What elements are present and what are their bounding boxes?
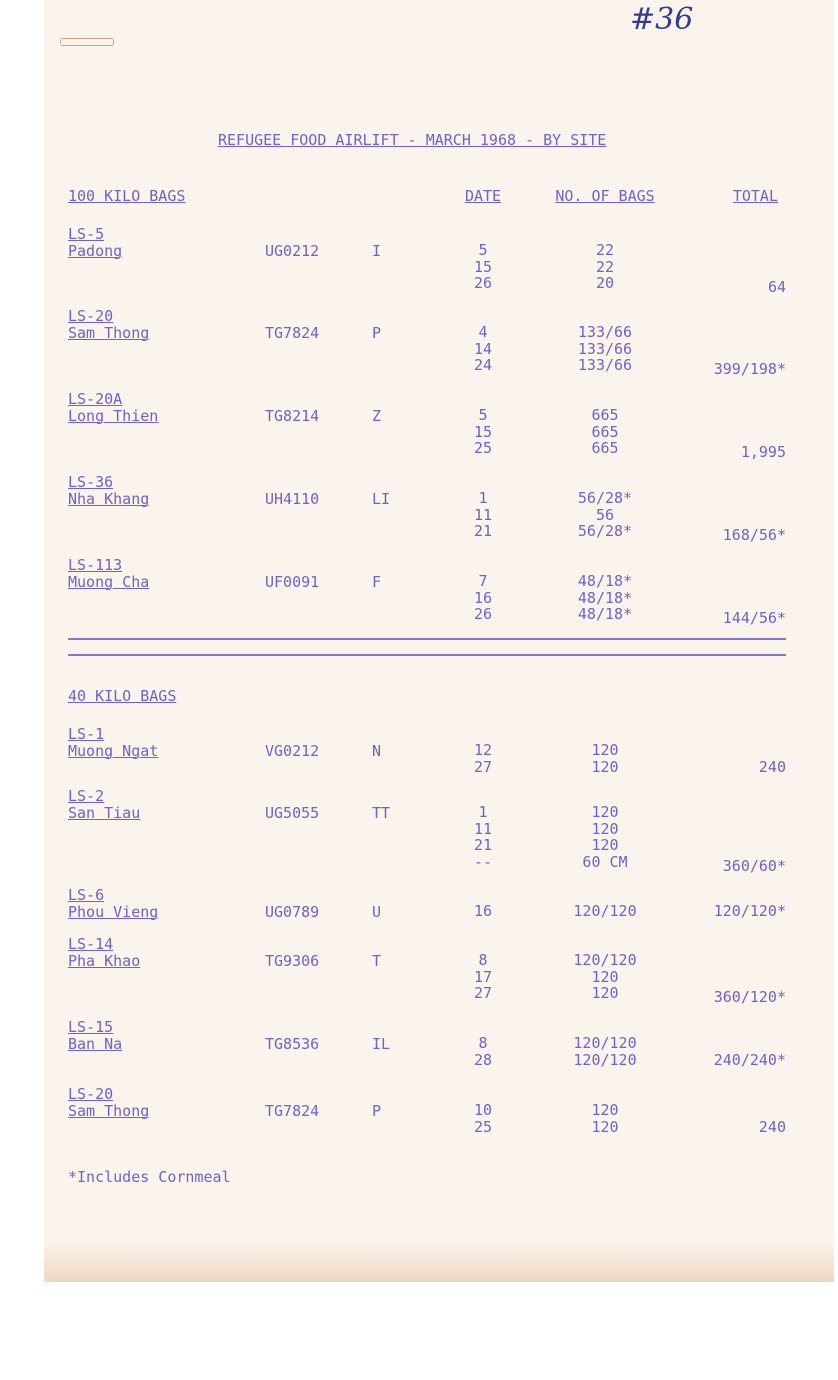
delivery-date: 7 — [478, 572, 488, 590]
bag-count: 665 — [591, 439, 619, 457]
grid-reference: UH4110 — [265, 489, 320, 508]
document-title: REFUGEE FOOD AIRLIFT - MARCH 1968 - BY SITE — [218, 131, 607, 149]
bag-count: 120 — [591, 836, 619, 854]
site-letter: TT — [372, 803, 391, 822]
site-code: LS-15 — [68, 1018, 114, 1036]
site-name: San Tiau — [68, 803, 141, 822]
bag-count: 22 — [595, 257, 615, 276]
bag-count: 120 — [591, 803, 619, 821]
delivery-date: 24 — [473, 356, 493, 374]
bag-count: 48/18* — [577, 605, 633, 623]
bag-count: 120 — [591, 1101, 619, 1119]
delivery-date: 25 — [473, 439, 493, 457]
site-name: Nha Khang — [68, 489, 150, 508]
handwritten-page-number: #36 — [630, 2, 694, 37]
delivery-date: 16 — [473, 588, 493, 607]
site-code: LS-113 — [68, 556, 123, 574]
delivery-date: 11 — [473, 819, 493, 838]
delivery-date: 15 — [473, 422, 493, 441]
bag-count: 48/18* — [577, 572, 633, 590]
site-name: Pha Khao — [68, 951, 141, 970]
delivery-date: 21 — [473, 836, 493, 854]
site-name: Muong Cha — [68, 572, 150, 591]
site-name: Muong Ngat — [68, 741, 159, 760]
site-name: Ban Na — [68, 1034, 123, 1053]
bag-count: 120 — [591, 741, 619, 759]
bag-count: 120/120 — [573, 1050, 637, 1069]
grid-reference: TG8536 — [265, 1034, 320, 1053]
section-divider-rule — [68, 654, 786, 656]
bag-count: 133/66 — [577, 356, 633, 374]
delivery-date: 11 — [473, 505, 493, 524]
site-name: Sam Thong — [68, 1101, 150, 1120]
bag-count: 56 — [595, 505, 615, 524]
site-code: LS-2 — [68, 787, 105, 805]
delivery-date: 14 — [473, 339, 493, 358]
site-letter: IL — [372, 1034, 391, 1053]
site-total: 1,995 — [740, 443, 786, 461]
site-code: LS-5 — [68, 225, 105, 243]
site-letter: LI — [372, 489, 391, 508]
grid-reference: TG8214 — [265, 406, 320, 425]
site-total: 120/120* — [713, 902, 786, 920]
bag-count: 120 — [591, 984, 619, 1002]
delivery-date: 8 — [478, 951, 488, 969]
delivery-date: 8 — [478, 1034, 488, 1052]
grid-reference: TG9306 — [265, 951, 320, 970]
section-divider-rule — [68, 638, 786, 640]
grid-reference: TG7824 — [265, 1101, 320, 1120]
delivery-date: 16 — [473, 902, 493, 920]
bags-column-header: NO. OF BAGS — [555, 187, 655, 205]
bag-count: 60 CM — [582, 852, 628, 871]
bag-count: 120 — [591, 757, 619, 776]
site-total: 240 — [758, 1117, 786, 1136]
bag-count: 120/120 — [573, 1034, 637, 1052]
site-letter: N — [372, 741, 382, 760]
delivery-date: 12 — [473, 741, 493, 759]
site-total: 360/120* — [713, 988, 786, 1006]
delivery-date: 25 — [473, 1117, 493, 1136]
site-letter: P — [372, 1101, 382, 1120]
delivery-date: 1 — [478, 489, 488, 507]
site-letter: U — [372, 902, 382, 921]
site-total: 64 — [767, 278, 786, 296]
grid-reference: VG0212 — [265, 741, 320, 760]
delivery-date: 5 — [478, 241, 488, 259]
bag-count: 133/66 — [577, 339, 633, 358]
bag-count: 48/18* — [577, 588, 633, 607]
site-letter: Z — [372, 406, 382, 425]
paperclip-mark — [60, 38, 114, 46]
site-code: LS-6 — [68, 886, 105, 904]
site-total: 360/60* — [722, 856, 786, 875]
section-title: 100 KILO BAGS — [68, 187, 186, 205]
delivery-date: 1 — [478, 803, 488, 821]
site-code: LS-20 — [68, 307, 114, 325]
bag-count: 120 — [591, 967, 619, 986]
bag-count: 22 — [595, 241, 615, 259]
bag-count: 120/120 — [573, 902, 637, 920]
delivery-date: 21 — [473, 522, 493, 540]
delivery-date: 26 — [473, 605, 493, 623]
grid-reference: UG0212 — [265, 241, 320, 260]
grid-reference: UF0091 — [265, 572, 320, 591]
bag-count: 20 — [595, 274, 615, 292]
site-letter: P — [372, 323, 382, 342]
section-title: 40 KILO BAGS — [68, 687, 177, 705]
footnote: *Includes Cornmeal — [68, 1168, 231, 1186]
site-total: 240 — [758, 757, 786, 776]
delivery-date: 27 — [473, 757, 493, 776]
site-code: LS-36 — [68, 473, 114, 491]
site-letter: I — [372, 241, 382, 260]
site-code: LS-1 — [68, 725, 105, 743]
grid-reference: UG0789 — [265, 902, 320, 921]
site-total: 144/56* — [722, 609, 786, 627]
bag-count: 120 — [591, 819, 619, 838]
grid-reference: TG7824 — [265, 323, 320, 342]
site-letter: T — [372, 951, 382, 970]
grid-reference: UG5055 — [265, 803, 320, 822]
bag-count: 56/28* — [577, 489, 633, 507]
site-name: Sam Thong — [68, 323, 150, 342]
date-column-header: DATE — [464, 187, 502, 205]
site-total: 399/198* — [713, 360, 786, 378]
site-total: 168/56* — [722, 526, 786, 544]
delivery-date: 27 — [473, 984, 493, 1002]
delivery-date: 26 — [473, 274, 493, 292]
site-name: Long Thien — [68, 406, 159, 425]
site-letter: F — [372, 572, 382, 591]
delivery-date: 10 — [473, 1101, 493, 1119]
delivery-date: -- — [473, 852, 493, 871]
site-total: 240/240* — [713, 1050, 786, 1069]
site-name: Phou Vieng — [68, 902, 159, 921]
total-column-header: TOTAL — [732, 187, 778, 205]
delivery-date: 28 — [473, 1050, 493, 1069]
site-name: Padong — [68, 241, 123, 260]
site-code: LS-20A — [68, 390, 123, 408]
bag-count: 665 — [591, 406, 619, 424]
site-code: LS-20 — [68, 1085, 114, 1103]
bag-count: 56/28* — [577, 522, 633, 540]
bag-count: 133/66 — [577, 323, 633, 341]
delivery-date: 5 — [478, 406, 488, 424]
bag-count: 120 — [591, 1117, 619, 1136]
bag-count: 120/120 — [573, 951, 637, 969]
bag-count: 665 — [591, 422, 619, 441]
paper-stain — [44, 1242, 834, 1282]
delivery-date: 15 — [473, 257, 493, 276]
site-code: LS-14 — [68, 935, 114, 953]
delivery-date: 4 — [478, 323, 488, 341]
delivery-date: 17 — [473, 967, 493, 986]
